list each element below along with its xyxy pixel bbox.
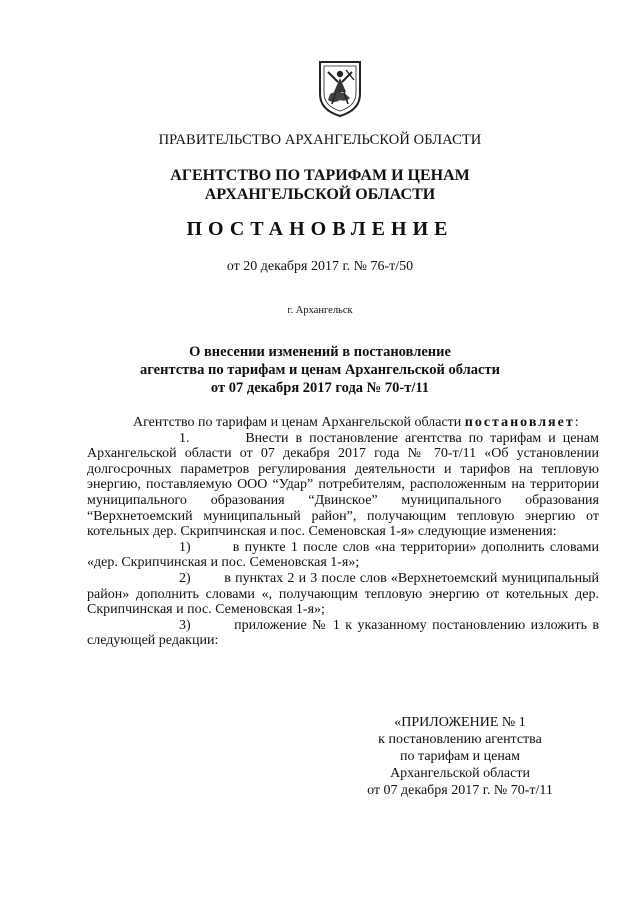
agency-name-line2: АРХАНГЕЛЬСКОЙ ОБЛАСТИ [204,186,436,203]
item-1-text: Внести в постановление агентства по тарифам и ценам Архангельской области от 07 декабря 2017 года № 70-т/11 «Об установлении долгосрочных параметров регулирования деятельности и тарифов на тепловую энергию, поставляемую ООО “Удар” потребителям, расположенным на территории муниципального образования “Двинское” муниципального образования “Верхнетоемский муниципальный район”, получающим тепловую энергию от котельных дер. Скрипчинская и пос. Семеновская 1-я» следующие изменения: [87,430,600,540]
appendix-line5: от 07 декабря 2017 г. № 70-т/11 [367,783,553,798]
subject-line1: О внесении изменений в постановление [189,344,451,360]
intro-paragraph [87,415,599,431]
decree-word: постановляет [464,415,575,430]
subitem-1-paragraph [87,540,599,571]
intro-end: : [574,415,579,430]
coat-of-arms-icon [316,58,364,118]
document-body [87,415,599,649]
appendix-header [340,714,580,799]
subitem-1-text: в пункте 1 после слов «на территории» дополнить словами «дер. Скрипчинская и пос. Семеновская 1-я»; [87,539,600,571]
appendix-line3: по тарифам и ценам [400,749,520,764]
subitem-2-text: в пунктах 2 и 3 после слов «Верхнетоемский муниципальный район» дополнить словами «, получающим тепловую энергию от котельных дер. Скрипчинская и пос. Семеновская 1-я»; [87,570,599,618]
agency-name-line1: АГЕНТСТВО ПО ТАРИФАМ И ЦЕНАМ [170,167,470,184]
document-date-number: от 20 декабря 2017 г. № 76-т/50 [226,259,414,274]
subitem-2-number: 2) [179,570,191,586]
document-type-title: ПОСТАНОВЛЕНИЕ [186,218,454,240]
agency-name [0,166,640,204]
intro-text: Агентство по тарифам и ценам Архангельской области [133,415,465,430]
item-1-paragraph [87,431,599,540]
subitem-3-text: приложение № 1 к указанному постановлению изложить в следующей редакции: [87,617,599,649]
subitem-3-paragraph [87,618,599,649]
subitem-1-number: 1) [179,539,191,555]
appendix-line2: к постановлению агентства [378,732,542,747]
subject-line2: агентства по тарифам и ценам Архангельской области [140,362,500,378]
appendix-line4: Архангельской области [390,766,530,781]
subitem-2-paragraph [87,571,599,618]
government-name: ПРАВИТЕЛЬСТВО АРХАНГЕЛЬСКОЙ ОБЛАСТИ [158,132,482,148]
subitem-3-number: 3) [179,617,191,633]
subject-line3: от 07 декабря 2017 года № 70-т/11 [210,380,430,396]
appendix-line1: «ПРИЛОЖЕНИЕ № 1 [394,715,526,730]
document-city: г. Архангельск [287,305,353,316]
document-subject [0,343,640,397]
item-1-number: 1. [179,430,190,446]
